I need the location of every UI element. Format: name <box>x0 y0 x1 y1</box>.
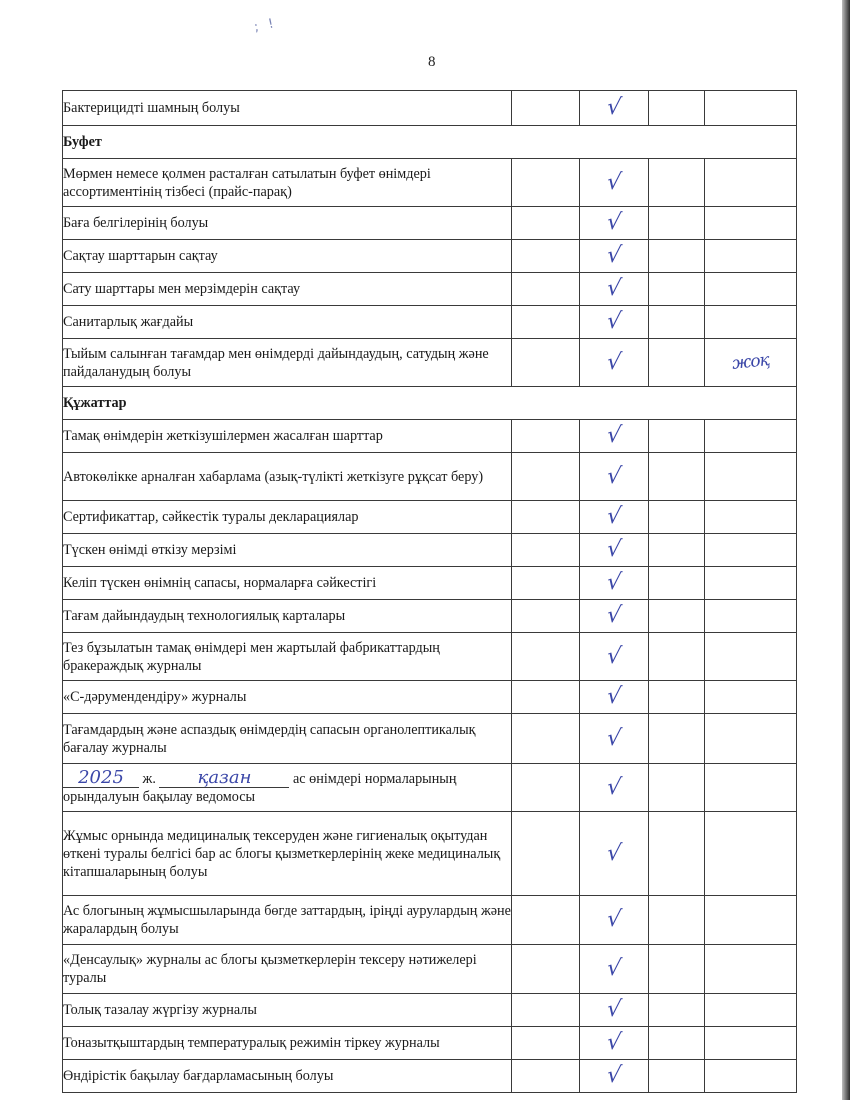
check-cell <box>580 812 649 896</box>
cell-empty <box>649 994 705 1027</box>
table-row <box>63 1060 797 1093</box>
cell-empty <box>705 306 797 339</box>
check-mark-icon: √ <box>605 423 623 448</box>
check-cell <box>580 567 649 600</box>
section-heading-documents: Құжаттар <box>63 387 797 420</box>
cell-empty <box>705 633 797 681</box>
cell-empty <box>705 1060 797 1093</box>
cell-empty <box>649 1027 705 1060</box>
check-mark-icon: √ <box>605 504 623 529</box>
cell-empty <box>649 600 705 633</box>
ration-norms-row-label <box>63 764 512 812</box>
cell-empty <box>705 600 797 633</box>
check-mark-icon: √ <box>605 169 623 195</box>
note-cell <box>705 339 797 387</box>
cell-empty <box>512 339 580 387</box>
cell-empty <box>649 273 705 306</box>
cell-empty <box>649 420 705 453</box>
check-cell <box>580 945 649 994</box>
cell-empty <box>649 159 705 207</box>
cell-empty <box>649 91 705 126</box>
check-mark-icon: √ <box>605 840 623 866</box>
table-row <box>63 339 797 387</box>
cell-empty <box>649 567 705 600</box>
check-cell <box>580 1027 649 1060</box>
cell-empty <box>705 764 797 812</box>
cell-empty <box>512 534 580 567</box>
check-cell <box>580 633 649 681</box>
row-label: Тағамдардың және аспаздық өнімдердің сапасын органолептикалық бағалау журналы <box>63 714 512 764</box>
table-row <box>63 91 797 126</box>
handwritten-note: жоқ <box>731 350 770 374</box>
check-cell <box>580 896 649 945</box>
check-mark-icon: √ <box>605 643 623 669</box>
cell-empty <box>512 600 580 633</box>
check-mark-icon: √ <box>605 1063 623 1088</box>
check-mark-icon: √ <box>605 463 623 489</box>
cell-empty <box>512 91 580 126</box>
cell-empty <box>705 681 797 714</box>
section-row <box>63 387 797 420</box>
row-label: Сақтау шарттарын сақтау <box>63 240 512 273</box>
cell-empty <box>649 207 705 240</box>
cell-empty <box>512 567 580 600</box>
cell-empty <box>512 1027 580 1060</box>
check-mark-icon: √ <box>605 276 623 301</box>
table-row <box>63 1027 797 1060</box>
table-row <box>63 994 797 1027</box>
cell-empty <box>512 420 580 453</box>
cell-empty <box>705 994 797 1027</box>
row-label: Санитарлық жағдайы <box>63 306 512 339</box>
scan-marks: ; ! <box>252 15 279 36</box>
check-cell <box>580 306 649 339</box>
row-label-rest: ас өнімдері нормаларының орындалуын бақылау ведомосы <box>63 771 457 805</box>
cell-empty <box>649 896 705 945</box>
check-mark-icon: √ <box>605 243 623 268</box>
cell-empty <box>649 306 705 339</box>
check-cell <box>580 159 649 207</box>
check-cell <box>580 240 649 273</box>
row-label: Тыйым салынған тағамдар мен өнімдерді дайындаудың, сатудың және пайдаланудың болуы <box>63 339 512 387</box>
check-mark-icon: √ <box>605 725 623 751</box>
check-mark-icon: √ <box>605 537 623 562</box>
table-row <box>63 714 797 764</box>
cell-empty <box>512 764 580 812</box>
cell-empty <box>649 812 705 896</box>
cell-empty <box>705 945 797 994</box>
cell-empty <box>705 207 797 240</box>
table-row <box>63 240 797 273</box>
table-row <box>63 420 797 453</box>
row-label: Жұмыс орнында медициналық тексеруден және гигиеналық оқытудан өткені туралы белгісі бар ас блогы қызметкерлерінің жеке медициналық кітапшаларының болуы <box>63 812 512 896</box>
cell-empty <box>512 453 580 501</box>
check-cell <box>580 534 649 567</box>
check-cell <box>580 339 649 387</box>
table-row <box>63 207 797 240</box>
row-label: Баға белгілерінің болуы <box>63 207 512 240</box>
row-label: Ас блогының жұмысшыларында бөгде заттардың, іріңді аурулардың және жаралардың болуы <box>63 896 512 945</box>
row-label: Тағам дайындаудың технологиялық карталары <box>63 600 512 633</box>
cell-empty <box>705 1027 797 1060</box>
cell-empty <box>512 273 580 306</box>
table-row <box>63 812 797 896</box>
cell-empty <box>705 501 797 534</box>
cell-empty <box>512 306 580 339</box>
cell-empty <box>512 994 580 1027</box>
handwritten-month: қазан <box>159 769 289 788</box>
cell-empty <box>512 207 580 240</box>
table-row <box>63 273 797 306</box>
section-row <box>63 126 797 159</box>
check-cell <box>580 453 649 501</box>
cell-empty <box>649 240 705 273</box>
table-row <box>63 159 797 207</box>
check-mark-icon: √ <box>605 956 623 981</box>
check-mark-icon: √ <box>605 309 623 334</box>
cell-empty <box>512 714 580 764</box>
cell-empty <box>705 420 797 453</box>
cell-empty <box>649 681 705 714</box>
check-cell <box>580 91 649 126</box>
cell-empty <box>512 633 580 681</box>
check-mark-icon: √ <box>605 603 623 628</box>
handwritten-year: 2025 <box>63 769 139 788</box>
row-label: Тез бұзылатын тамақ өнімдері мен жартылай фабрикаттардың бракераждық журналы <box>63 633 512 681</box>
check-cell <box>580 714 649 764</box>
table-row <box>63 453 797 501</box>
cell-empty <box>705 159 797 207</box>
cell-empty <box>705 534 797 567</box>
cell-empty <box>705 453 797 501</box>
check-cell <box>580 420 649 453</box>
check-cell <box>580 501 649 534</box>
row-label: Толық тазалау жүргізу журналы <box>63 994 512 1027</box>
table-row <box>63 945 797 994</box>
scan-edge-shadow <box>842 0 850 1100</box>
row-label: Сертификаттар, сәйкестік туралы декларациялар <box>63 501 512 534</box>
table-row <box>63 896 797 945</box>
check-mark-icon: √ <box>605 774 623 800</box>
cell-empty <box>512 681 580 714</box>
checklist-table <box>62 90 797 1093</box>
table-row <box>63 306 797 339</box>
cell-empty <box>705 273 797 306</box>
cell-empty <box>649 534 705 567</box>
cell-empty <box>705 91 797 126</box>
check-cell <box>580 764 649 812</box>
cell-empty <box>649 945 705 994</box>
cell-empty <box>512 1060 580 1093</box>
table-row <box>63 681 797 714</box>
table-row <box>63 567 797 600</box>
check-mark-icon: √ <box>605 570 623 595</box>
cell-empty <box>512 896 580 945</box>
cell-empty <box>705 812 797 896</box>
row-label: Түскен өнімді өткізу мерзімі <box>63 534 512 567</box>
check-mark-icon: √ <box>605 997 623 1022</box>
cell-empty <box>649 633 705 681</box>
check-cell <box>580 994 649 1027</box>
check-cell <box>580 681 649 714</box>
check-mark-icon: √ <box>605 1030 623 1055</box>
row-label: Бактерицидті шамның болуы <box>63 91 512 126</box>
row-label: Сату шарттары мен мерзімдерін сақтау <box>63 273 512 306</box>
cell-empty <box>512 501 580 534</box>
cell-empty <box>649 453 705 501</box>
table-row <box>63 764 797 812</box>
table-row <box>63 600 797 633</box>
cell-empty <box>649 1060 705 1093</box>
row-label: Тамақ өнімдерін жеткізушілермен жасалған шарттар <box>63 420 512 453</box>
cell-empty <box>705 567 797 600</box>
row-label: «С-дәрумендендіру» журналы <box>63 681 512 714</box>
check-cell <box>580 600 649 633</box>
cell-empty <box>649 339 705 387</box>
cell-empty <box>512 812 580 896</box>
check-mark-icon: √ <box>605 95 623 120</box>
table-row <box>63 501 797 534</box>
table-row <box>63 534 797 567</box>
check-mark-icon: √ <box>605 210 623 235</box>
cell-empty <box>649 764 705 812</box>
row-label: «Денсаулық» журналы ас блогы қызметкерлерін тексеру нәтижелері туралы <box>63 945 512 994</box>
check-mark-icon: √ <box>605 907 623 932</box>
cell-empty <box>512 945 580 994</box>
check-mark-icon: √ <box>605 684 623 709</box>
cell-empty <box>705 896 797 945</box>
cell-empty <box>649 501 705 534</box>
row-label: Мөрмен немесе қолмен расталған сатылатын буфет өнімдері ассортиментінің тізбесі (прайс-парақ) <box>63 159 512 207</box>
cell-empty <box>649 714 705 764</box>
section-heading-buffet: Буфет <box>63 126 797 159</box>
page-number: 8 <box>428 54 436 70</box>
cell-empty <box>705 240 797 273</box>
cell-empty <box>512 240 580 273</box>
row-label: Автокөлікке арналған хабарлама (азық-түлікті жеткізуге рұқсат беру) <box>63 453 512 501</box>
check-cell <box>580 207 649 240</box>
table-row <box>63 633 797 681</box>
row-label: Келіп түскен өнімнің сапасы, нормаларға сәйкестігі <box>63 567 512 600</box>
check-cell <box>580 1060 649 1093</box>
check-mark-icon: √ <box>605 349 623 375</box>
cell-empty <box>512 159 580 207</box>
row-label: Өндірістік бақылау бағдарламасының болуы <box>63 1060 512 1093</box>
year-suffix: ж. <box>142 771 156 787</box>
cell-empty <box>705 714 797 764</box>
check-cell <box>580 273 649 306</box>
row-label: Тоназытқыштардың температуралық режимін тіркеу журналы <box>63 1027 512 1060</box>
